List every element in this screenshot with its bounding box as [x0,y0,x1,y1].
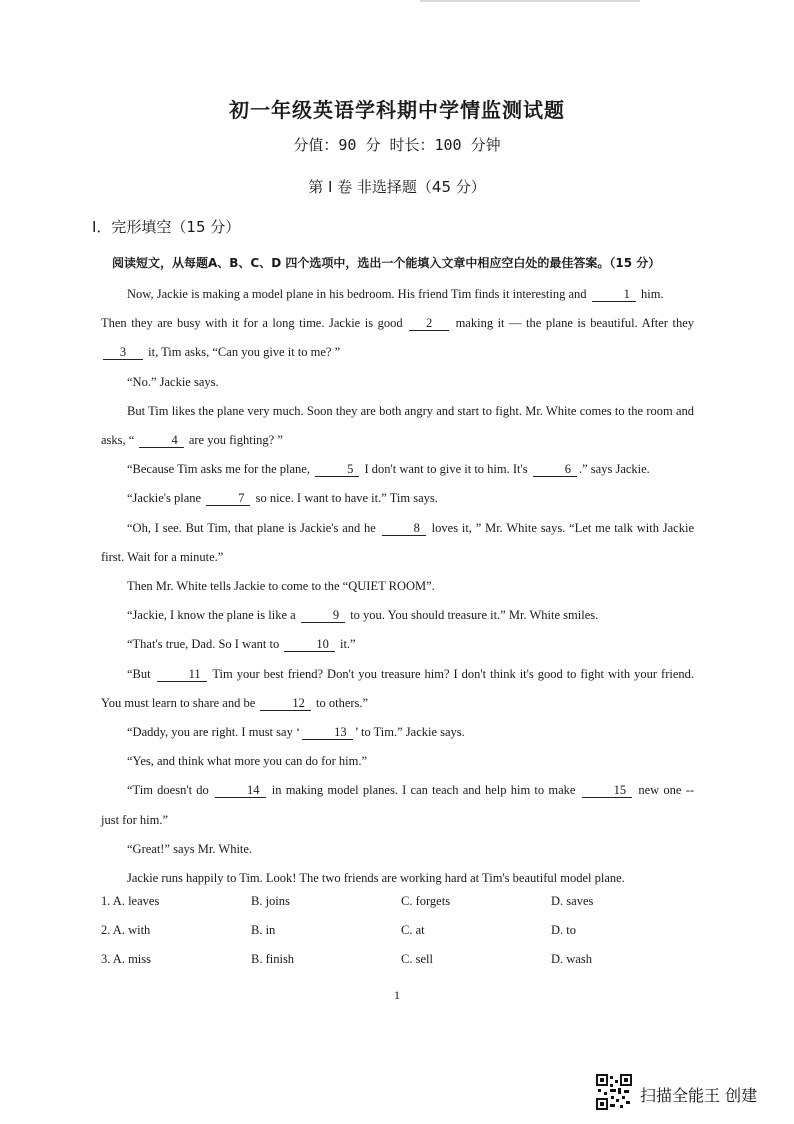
scan-artifact [420,0,640,5]
passage-paragraph: Then they are busy with it for a long time. Jackie is good 2 making it — the plane is beautiful. After they 3 it, Tim asks, “Can you give it to me? ” [101,316,694,360]
passage-paragraph: “Jackie, I know the plane is like a 9 to you. You should treasure it.” Mr. White smiles. [127,608,599,623]
passage-paragraph: “Yes, and think what more you can do for him.” [127,754,368,769]
passage-paragraph: “Tim doesn't do 14 in making model planes. I can teach and help him to make 15 new one -- just for him.” [101,783,695,827]
page-number: 1 [394,988,400,1002]
part-heading: 第 I 卷 非选择题（45 分） [308,178,486,196]
blank: 10 [284,637,335,652]
blank: 1 [592,287,636,302]
passage-paragraph: “Because Tim asks me for the plane, 5 I don't want to give it to him. It's 6 .” says Jackie. [127,462,650,477]
option-b: B. joins [251,894,290,908]
blank: 7 [206,491,250,506]
blank: 3 [103,345,143,360]
option-c: C. at [401,923,425,937]
blank: 2 [409,316,449,331]
option-a: 3. A. miss [101,952,152,966]
qr-code-icon [596,1074,632,1110]
option-d: D. wash [551,952,592,966]
question-row [101,894,701,923]
option-c: C. forgets [401,894,451,908]
passage-paragraph: Now, Jackie is making a model plane in his bedroom. His friend Tim finds it interesting and 1 him. [127,287,664,301]
blank: 4 [139,433,183,448]
blank: 11 [157,667,207,682]
passage-paragraph: “That's true, Dad. So I want to 10 it.” [127,637,356,652]
passage-paragraph: “But 11 Tim your best friend? Don't you treasure him? I don't think it's good to fight with your friend. You must learn to share and be 12 to others.” [101,666,694,710]
passage-paragraph: “Daddy, you are right. I must say ‘ 13 ’ to Tim.” Jackie says. [127,725,465,740]
passage-paragraph: “Great!” says Mr. White. [127,841,253,856]
option-d: D. saves [551,894,594,908]
option-b: B. finish [251,952,295,966]
blank: 13 [302,725,353,740]
passage-paragraph: “Oh, I see. But Tim, that plane is Jackie's and he 8 loves it, ” Mr. White says. “Let me talk with Jackie first. Wait for a minute.” [101,520,694,564]
blank: 14 [215,783,266,798]
option-c: C. sell [401,952,433,966]
blank: 9 [301,608,345,623]
exam-meta: 分值：90 分 时长：100 分钟 [293,136,501,154]
passage-paragraph: Then Mr. White tells Jackie to come to the “QUIET ROOM”. [127,579,435,594]
blank: 6 [533,462,577,477]
passage-paragraph: “No.” Jackie says. [127,374,219,389]
section-heading: I．完形填空（15 分） [92,218,241,236]
passage-paragraph: “Jackie's plane 7 so nice. I want to have it.” Tim says. [127,491,438,506]
passage-paragraph: Jackie runs happily to Tim. Look! The two friends are working hard at Tim's beautiful model plane. [127,871,625,886]
passage-paragraph: But Tim likes the plane very much. Soon they are both angry and start to fight. Mr. White comes to the room and asks, “ 4 are you fighting? ” [101,403,694,448]
exam-title: 初一年级英语学科期中学情监测试题 [229,98,565,122]
answer-options [101,894,701,981]
option-d: D. to [551,923,576,937]
section-instruction: 阅读短文，从每题A、B、C、D 四个选项中，选出一个能填入文章中相应空白处的最佳答案。（15 分） [112,256,661,270]
cloze-passage [101,280,694,893]
question-row [101,952,701,981]
blank: 12 [260,696,311,711]
option-a: 2. A. with [101,923,151,937]
blank: 15 [582,783,633,798]
blank: 8 [382,521,426,536]
scanner-brand: 扫描全能王 创建 [640,1086,758,1105]
question-row [101,923,701,952]
blank: 5 [315,462,359,477]
option-b: B. in [251,923,276,937]
option-a: 1. A. leaves [101,894,160,908]
